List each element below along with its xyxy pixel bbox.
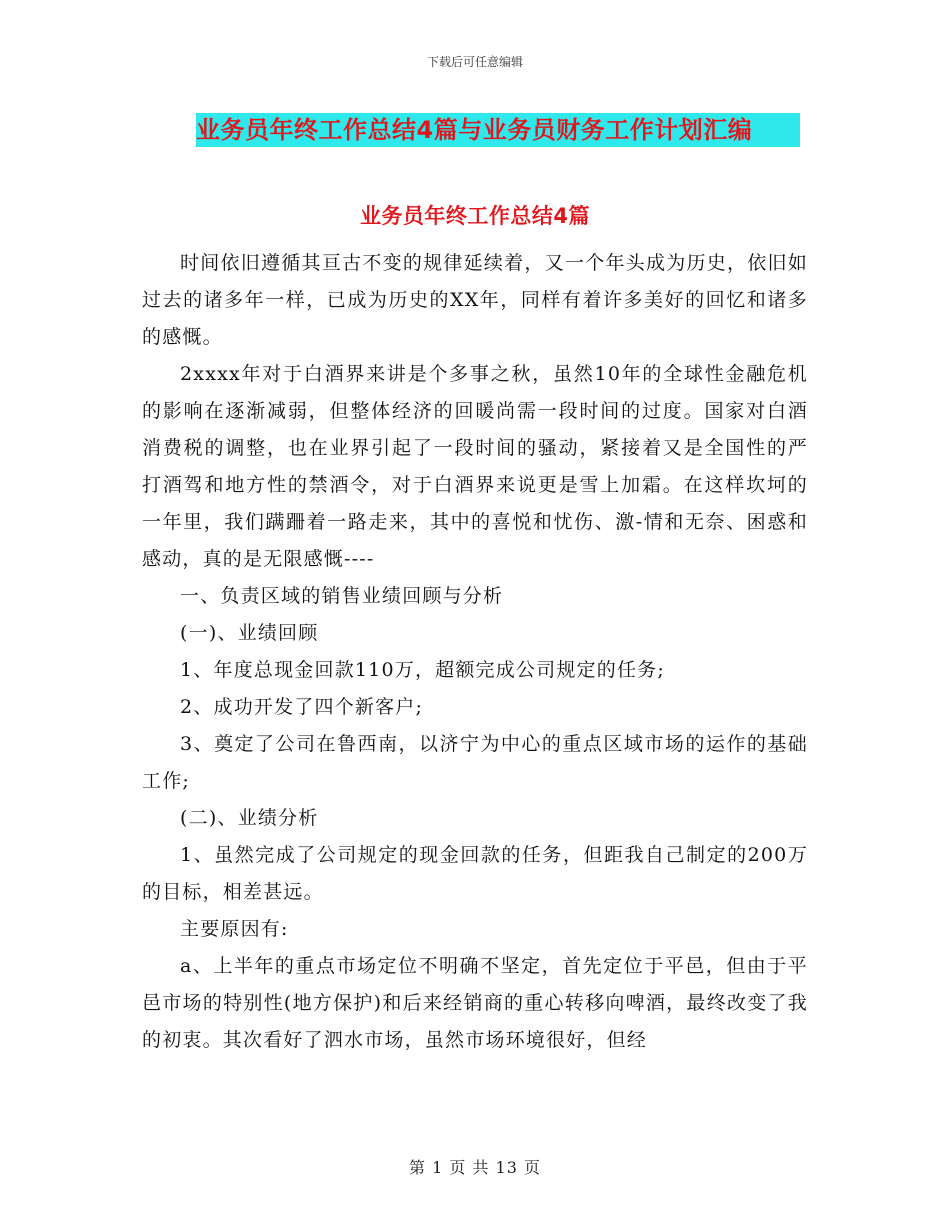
paragraph: 2xxxx年对于白酒界来讲是个多事之秋，虽然10年的全球性金融危机的影响在逐渐减弱，但整体经济的回暖尚需一段时间的过度。国家对白酒消费税的调整，也在业界引起了一段时间的骚动，紧接着又是全国性的严打酒驾和地方性的禁酒令，对于白酒界来说更是雪上加霜。在这样坎坷的一年里，我们蹒跚着一路走来，其中的喜悦和忧伤、激-情和无奈、困惑和感动，真的是无限感慨----	[142, 363, 808, 570]
paragraph: 2、成功开发了四个新客户;	[180, 696, 424, 718]
paragraph: 1、虽然完成了公司规定的现金回款的任务，但距我自己制定的200万的目标，相差甚远。	[142, 844, 808, 903]
page-footer: 第 1 页 共 13 页	[409, 1158, 541, 1177]
document-body	[142, 245, 808, 1059]
paragraph: 1、年度总现金回款110万，超额完成公司规定的任务;	[180, 659, 665, 681]
paragraph: (二)、业绩分析	[180, 807, 319, 829]
paragraph: (一)、业绩回顾	[180, 622, 319, 644]
paragraph: a、上半年的重点市场定位不明确不坚定，首先定位于平邑，但由于平邑市场的特别性(地方保护)和后来经销商的重心转移向啤酒，最终改变了我的初衷。其次看好了泗水市场，虽然市场环境很好，但经	[142, 955, 808, 1051]
paragraph: 一、负责区域的销售业绩回顾与分析	[180, 585, 504, 607]
document-title: 业务员年终工作总结4篇与业务员财务工作计划汇编	[196, 113, 800, 147]
paragraph: 时间依旧遵循其亘古不变的规律延续着，又一个年头成为历史，依旧如过去的诸多年一样，已成为历史的XX年，同样有着许多美好的回忆和诸多的感慨。	[142, 252, 808, 348]
header-note: 下载后可任意编辑	[426, 55, 523, 69]
section-title: 业务员年终工作总结4篇	[359, 204, 591, 228]
paragraph: 主要原因有:	[180, 918, 289, 940]
paragraph: 3、奠定了公司在鲁西南，以济宁为中心的重点区域市场的运作的基础工作;	[142, 733, 808, 792]
